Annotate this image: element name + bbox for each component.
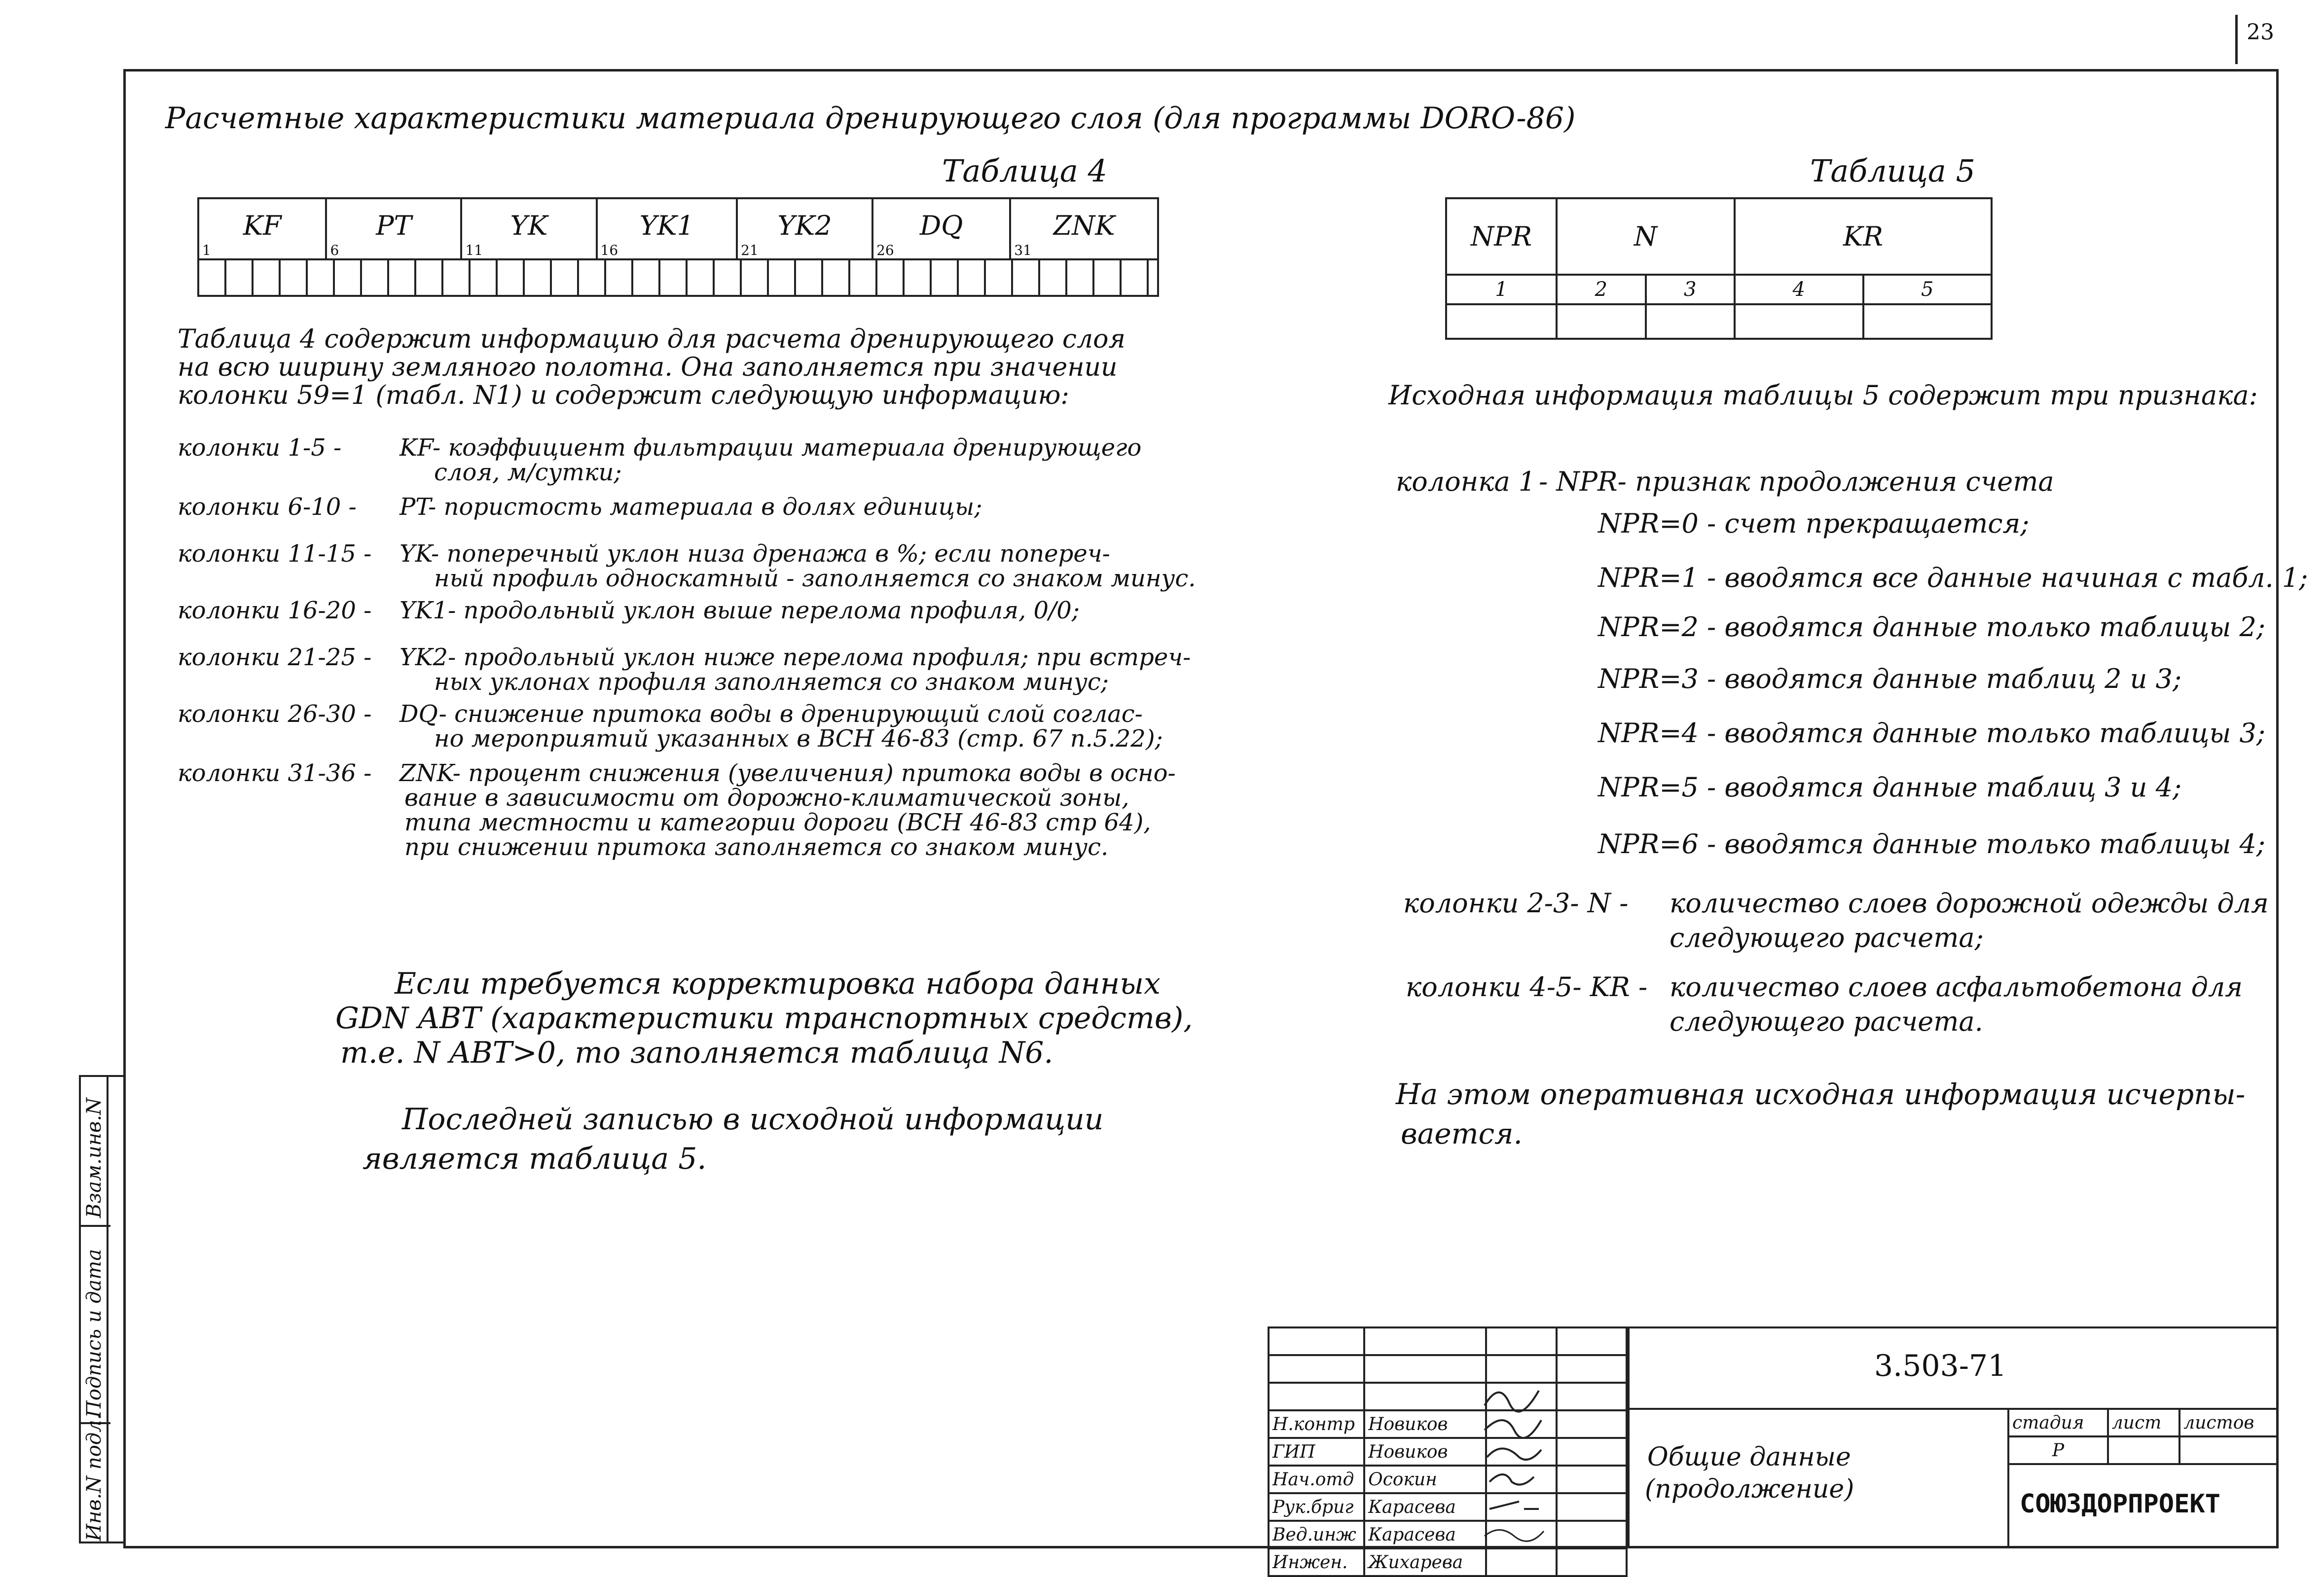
stamp-row: Нач.отд Осокин [1269,1466,1627,1493]
edge-line [2235,15,2238,64]
table5 [1445,197,1993,340]
col-text: ZNK- процент снижения (увеличения) притока воды в осно- [399,759,1176,787]
npr-value: NPR=5 - вводятся данные таблиц 3 и 4; [1598,772,2182,803]
table4-caption: Таблица 4 [942,153,1107,189]
table4-col-yk2: YK2 21 [737,198,872,259]
stamp-title-2: (продолжение) [1645,1474,1854,1504]
col45-line1: количество слоев асфальтобетона для [1670,971,2243,1003]
side-label-inv: Инв.N подл. [83,1413,106,1541]
col-text: YK2- продольный уклон ниже перелома профиля; при встреч- [399,644,1191,671]
col-text: YK1- продольный уклон выше перелома профиля, 0/0; [399,597,1080,624]
table5-header-row [1446,198,1992,275]
stamp-row: Рук.бриг Карасева [1269,1493,1627,1521]
side-stamp-col2 [109,1075,123,1543]
table5-caption: Таблица 5 [1810,153,1975,189]
col45-range: колонки 4-5- KR - [1406,971,1648,1003]
final-note-line: вается. [1401,1117,1523,1150]
col1-label: колонка 1 [1396,466,1536,497]
stage-table: стадия лист листов Р [2007,1408,2279,1465]
table4-col-yk: YK 11 [461,198,596,259]
npr-value: NPR=0 - счет прекращается; [1598,508,2030,539]
org-name: СОЮЗДОРПРОЕКТ [2020,1489,2220,1519]
col-range: колонки 16-20 - [178,597,372,624]
note1-line: Если требуется корректировка набора данных [395,967,1161,1001]
table5-intro: Исходная информация таблицы 5 содержит три признака: [1388,380,2258,411]
main-title: Расчетные характеристики материала дренирующего слоя (для программы DORO-86) [165,101,1576,136]
npr-value: NPR=1 - вводятся все данные начиная с табл. 1; [1598,562,2308,593]
col-text: DQ- снижение притока воды в дренирующий слой соглас- [399,700,1143,728]
col-extra: при снижении притока заполняется со знаком минус. [404,833,1109,861]
table4-col-yk1: YK1 16 [597,198,737,259]
table4-cells-row [198,259,1158,296]
col-text: PT- пористость материала в долях единицы; [399,493,982,521]
table4-header-row [198,198,1158,259]
col-text: YK- поперечный уклон низа дренажа в %; если попереч- [399,540,1110,568]
table4-col-dq: DQ 26 [872,198,1010,259]
table5-col-kr: KR [1735,198,1992,275]
final-note-line: На этом оперативная исходная информация исчерпы- [1396,1077,2246,1111]
col23-line1: количество слоев дорожной одежды для [1670,888,2269,919]
table4-col-kf: KF 1 [198,198,326,259]
table4-col-znk: ZNK 31 [1010,198,1158,259]
col-range: колонки 21-25 - [178,644,372,671]
npr-value: NPR=4 - вводятся данные только таблицы 3; [1598,717,2266,749]
stamp-row: ГИП Новиков [1269,1438,1627,1466]
col-cont: ных уклонах профиля заполняется со знаком минус; [434,668,1109,696]
note1-line: т.е. N ABT>0, то заполняется таблица N6. [340,1036,1053,1070]
npr-value: NPR=3 - вводятся данные таблиц 2 и 3; [1598,663,2182,694]
col-cont: слоя, м/сутки; [434,459,622,486]
col-range: колонки 31-36 - [178,759,372,787]
note1-line: GDN ABT (характеристики транспортных средств), [335,1001,1193,1036]
note2-line: является таблица 5. [363,1142,707,1176]
table4 [197,197,1159,297]
title-block [1268,1326,2279,1573]
stamp-row: Инжен. Жихарева [1269,1548,1627,1576]
stamp-title-1: Общие данные [1647,1442,1851,1472]
note2-line: Последней записью в исходной информации [402,1102,1104,1137]
col-cont: но мероприятий указанных в ВСН 46-83 (стр. 67 п.5.22); [434,725,1163,753]
doc-code: 3.503-71 [1874,1349,2007,1383]
col23-line2: следующего расчета; [1670,922,1984,953]
col-cont: ный профиль односкатный - заполняется со знаком минус. [434,565,1196,592]
side-label-replace: Взам.инв.N [83,1097,106,1218]
col-range: колонки 26-30 - [178,700,372,728]
col-extra: типа местности и категории дороги (ВСН 46-83 стр 64), [404,809,1151,836]
npr-value: NPR=6 - вводятся данные только таблицы 4; [1598,828,2266,860]
side-label-sign: Подпись и дата [83,1249,106,1418]
sheet-number: 23 [2247,20,2274,45]
table5-col-n: N [1557,198,1735,275]
table4-col-pt: PT 6 [326,198,461,259]
col-cont: вание в зависимости от дорожно-климатической зоны, [404,784,1129,812]
table5-col-npr: NPR [1446,198,1557,275]
col-text: KF- коэффициент фильтрации материала дренирующего [399,434,1142,462]
col1-text: - NPR- признак продолжения счета [1539,466,2054,497]
npr-value: NPR=2 - вводятся данные только таблицы 2; [1598,611,2266,643]
col23-range: колонки 2-3- N - [1403,888,1629,919]
col-range: колонки 1-5 - [178,434,342,462]
table5-pos-row: 1 2 3 4 5 [1446,275,1992,304]
stamp-names [1268,1326,1628,1577]
stamp-row: Вед.инж Карасева [1269,1521,1627,1548]
stamp-row: Н.контр Новиков [1269,1410,1627,1438]
table4-description: Таблица 4 содержит информацию для расчета дренирующего слоя на всю ширину земляного полотна. Она заполняется при значении колонки 59=1 (табл. N1) и содержит следующую информацию: [178,324,1126,411]
col-range: колонки 11-15 - [178,540,372,568]
signatures [1475,1376,1551,1548]
table5-empty-row [1446,304,1992,339]
col-range: колонки 6-10 - [178,493,357,521]
col45-line2: следующего расчета. [1670,1006,1983,1037]
